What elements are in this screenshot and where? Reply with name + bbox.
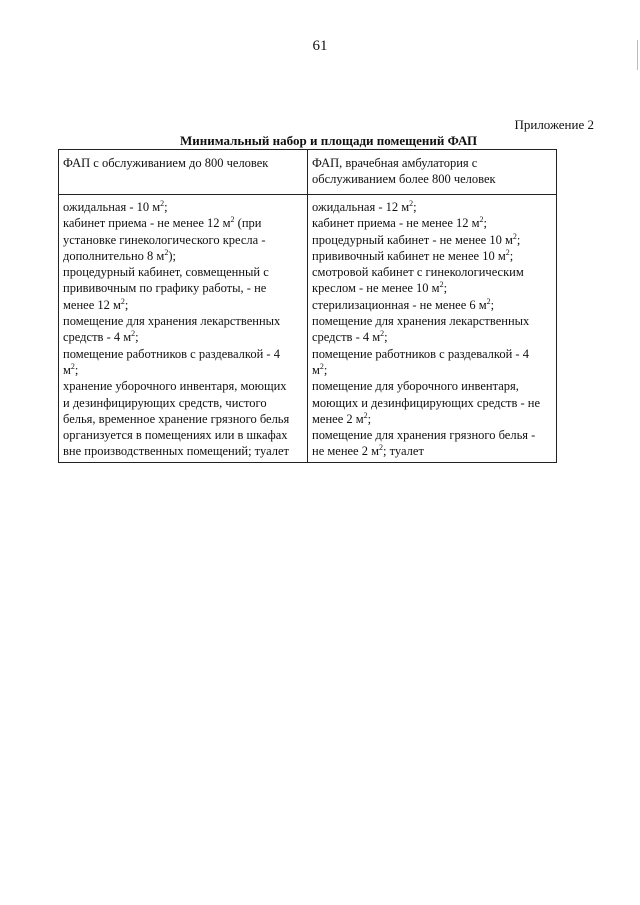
list-item-line: установке гинекологического кресла - xyxy=(63,232,266,247)
table-header-row xyxy=(59,150,557,195)
list-item-line: вне производственных помещений; туалет xyxy=(63,444,289,459)
list-item-line: прививочным по графику работы, - не xyxy=(63,281,267,296)
page-number: 61 xyxy=(312,38,328,54)
scan-edge-mark xyxy=(637,40,638,70)
list-item-line: $м^2$; xyxy=(63,361,79,377)
header-cell-over-800 xyxy=(308,150,557,195)
list-item-line: не менее 2 $м^2$; туалет xyxy=(312,443,424,459)
list-item-line: помещение работников с раздевалкой - 4 xyxy=(312,346,529,361)
list-item-line: менее 12 $м^2$; xyxy=(63,296,129,312)
list-item-line: процедурный кабинет, совмещенный с xyxy=(63,265,269,280)
list-item-line: помещение для уборочного инвентаря, xyxy=(312,379,519,394)
list-item-line: процедурный кабинет - не менее 10 $м^2$; xyxy=(312,231,521,247)
list-item-line: дополнительно 8 $м^2$); xyxy=(63,247,176,263)
list-item-line: кабинет приема - не менее 12 $м^2$; xyxy=(312,215,488,231)
annex-label: Приложение 2 xyxy=(514,117,594,132)
list-item-line: ожидальная - 12 $м^2$; xyxy=(312,198,417,214)
list-item-line: креслом - не менее 10 $м^2$; xyxy=(312,280,448,296)
list-item-line: белья, временное хранение грязного белья xyxy=(63,411,290,426)
premises-table xyxy=(58,149,557,463)
premises-list-up-to-800 xyxy=(59,195,308,463)
header-line: ФАП, врачебная амбулатория с xyxy=(312,156,478,170)
list-item-line: и дезинфицирующих средств, чистого xyxy=(63,395,267,410)
premises-list-over-800 xyxy=(308,195,557,463)
list-item-line: прививочный кабинет не менее 10 $м^2$; xyxy=(312,247,514,263)
list-item-line: стерилизационная - не менее 6 $м^2$; xyxy=(312,296,495,312)
list-item-line: ожидальная - 10 $м^2$; xyxy=(63,198,168,214)
list-item-line: средств - 4 $м^2$; xyxy=(312,329,388,345)
list-item-line: помещение для хранения лекарственных xyxy=(312,314,530,329)
list-item-line: моющих и дезинфицирующих средств - не xyxy=(312,395,541,410)
table-row xyxy=(59,195,557,463)
header-cell-up-to-800 xyxy=(59,150,308,195)
list-item-line: средств - 4 $м^2$; xyxy=(63,329,139,345)
document-title: Минимальный набор и площади помещений ФАП xyxy=(180,133,478,148)
list-item-line: кабинет приема - не менее 12 $м^2$ (при xyxy=(63,215,262,231)
list-item-line: помещение для хранения грязного белья - xyxy=(312,428,536,443)
list-item-line: смотровой кабинет с гинекологическим xyxy=(312,265,524,280)
list-item-line: помещение работников с раздевалкой - 4 xyxy=(63,346,280,361)
list-item-line: менее 2 $м^2$; xyxy=(312,410,372,426)
header-line: обслуживанием более 800 человек xyxy=(312,172,496,187)
header-line: ФАП с обслуживанием до 800 человек xyxy=(63,156,269,170)
list-item-line: организуется в помещениях или в шкафах xyxy=(63,428,288,443)
list-item-line: помещение для хранения лекарственных xyxy=(63,314,281,329)
list-item-line: хранение уборочного инвентаря, моющих xyxy=(63,379,287,394)
list-item-line: $м^2$; xyxy=(312,361,328,377)
